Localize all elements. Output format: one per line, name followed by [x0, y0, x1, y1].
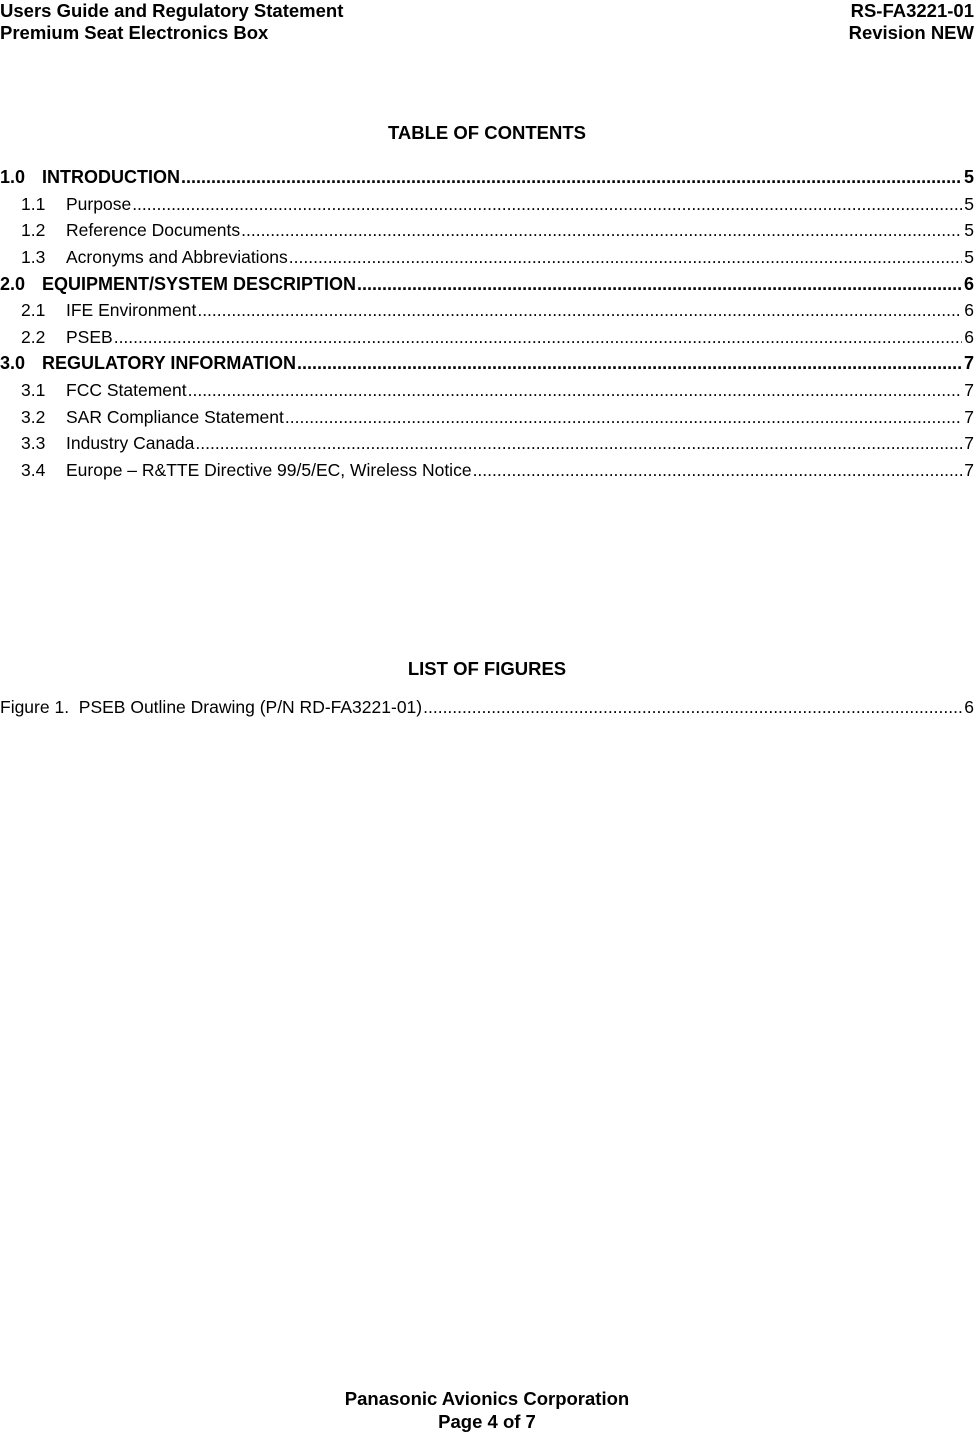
toc-entry-1-3[interactable] — [0, 246, 974, 273]
toc-entry-label: FCC Statement — [66, 380, 187, 401]
lof-entry-label: Figure 1. PSEB Outline Drawing (P/N RD-FA3221-01) — [0, 697, 423, 717]
toc-entry-3-1[interactable] — [0, 379, 974, 406]
toc-entry-number: 2.0 — [0, 273, 26, 294]
toc-entry-number: 1.1 — [21, 193, 46, 214]
toc-entry-page: 5 — [964, 220, 974, 241]
toc-entry-page: 5 — [963, 167, 974, 187]
toc-entry-2-0[interactable] — [0, 273, 974, 300]
lof-heading: LIST OF FIGURES — [407, 658, 567, 679]
toc-entry-number: 3.2 — [21, 406, 46, 427]
toc-entry-page: 7 — [963, 353, 974, 374]
toc-entry-label: PSEB — [66, 326, 113, 347]
dot-leader — [181, 166, 962, 188]
page-number: Page 4 of 7 — [438, 1411, 536, 1432]
product-name: Premium Seat Electronics Box — [0, 22, 269, 43]
toc-entry-number: 1.2 — [21, 220, 46, 241]
toc-entry-number: 2.2 — [21, 326, 46, 347]
toc-entry-number: 2.1 — [21, 300, 46, 321]
dot-leader — [188, 379, 963, 401]
toc-entry-number: 3.4 — [21, 460, 46, 481]
dot-leader — [289, 246, 962, 268]
toc-entry-page: 6 — [963, 273, 974, 294]
toc-entry-label: Purpose — [66, 193, 132, 214]
dot-leader — [473, 459, 963, 481]
toc-entry-1-2[interactable] — [0, 219, 974, 246]
document-title: Users Guide and Regulatory Statement — [0, 0, 344, 21]
table-of-contents — [0, 166, 974, 486]
toc-entry-number: 1.3 — [21, 246, 46, 267]
toc-entry-label: IFE Environment — [66, 300, 197, 321]
toc-entry-page: 7 — [964, 406, 974, 427]
dot-leader — [357, 273, 962, 295]
dot-leader — [195, 432, 962, 454]
toc-entry-page: 7 — [964, 460, 974, 481]
document-number: RS-FA3221-01 — [850, 0, 974, 21]
toc-entry-number: 1.0 — [0, 167, 26, 187]
toc-entry-label: EQUIPMENT/SYSTEM DESCRIPTION — [42, 273, 357, 294]
toc-entry-page: 6 — [964, 300, 974, 321]
dot-leader — [197, 299, 962, 321]
toc-entry-number: 3.0 — [0, 353, 26, 374]
toc-entry-2-1[interactable] — [0, 299, 974, 326]
header-row-2 — [0, 22, 974, 44]
dot-leader — [132, 193, 962, 215]
toc-entry-3-2[interactable] — [0, 406, 974, 433]
page-footer — [0, 1387, 974, 1433]
toc-entry-label: INTRODUCTION — [42, 167, 180, 187]
revision-label: Revision NEW — [848, 22, 974, 43]
toc-entry-page: 5 — [964, 246, 974, 267]
dot-leader — [241, 219, 962, 241]
toc-entry-label: REGULATORY INFORMATION — [42, 353, 296, 374]
toc-entry-label: Europe – R&TTE Directive 99/5/EC, Wireless Notice — [66, 460, 472, 481]
list-of-figures — [0, 696, 974, 723]
toc-entry-3-4[interactable] — [0, 459, 974, 486]
toc-entry-page: 5 — [964, 193, 974, 214]
toc-entry-page: 6 — [964, 326, 974, 347]
toc-entry-3-3[interactable] — [0, 432, 974, 459]
toc-entry-number: 3.3 — [21, 433, 46, 454]
toc-entry-1-1[interactable] — [0, 193, 974, 220]
toc-entry-page: 7 — [964, 433, 974, 454]
lof-entry-figure-1[interactable] — [0, 696, 974, 723]
toc-entry-number: 3.1 — [21, 380, 46, 401]
dot-leader — [285, 406, 962, 428]
dot-leader — [423, 696, 962, 718]
toc-entry-1-0[interactable] — [0, 166, 974, 193]
toc-entry-3-0[interactable] — [0, 352, 974, 379]
toc-entry-label: Industry Canada — [66, 433, 195, 454]
dot-leader — [114, 326, 963, 348]
toc-entry-2-2[interactable] — [0, 326, 974, 353]
company-name: Panasonic Avionics Corporation — [344, 1388, 630, 1409]
toc-entry-page: 7 — [964, 380, 974, 401]
header-row-1 — [0, 0, 974, 22]
toc-entry-label: SAR Compliance Statement — [66, 406, 284, 427]
dot-leader — [297, 352, 962, 374]
toc-heading: TABLE OF CONTENTS — [387, 122, 586, 143]
toc-entry-label: Reference Documents — [66, 220, 241, 241]
page-header — [0, 0, 974, 44]
toc-entry-label: Acronyms and Abbreviations — [66, 246, 288, 267]
lof-entry-page: 6 — [964, 697, 974, 717]
